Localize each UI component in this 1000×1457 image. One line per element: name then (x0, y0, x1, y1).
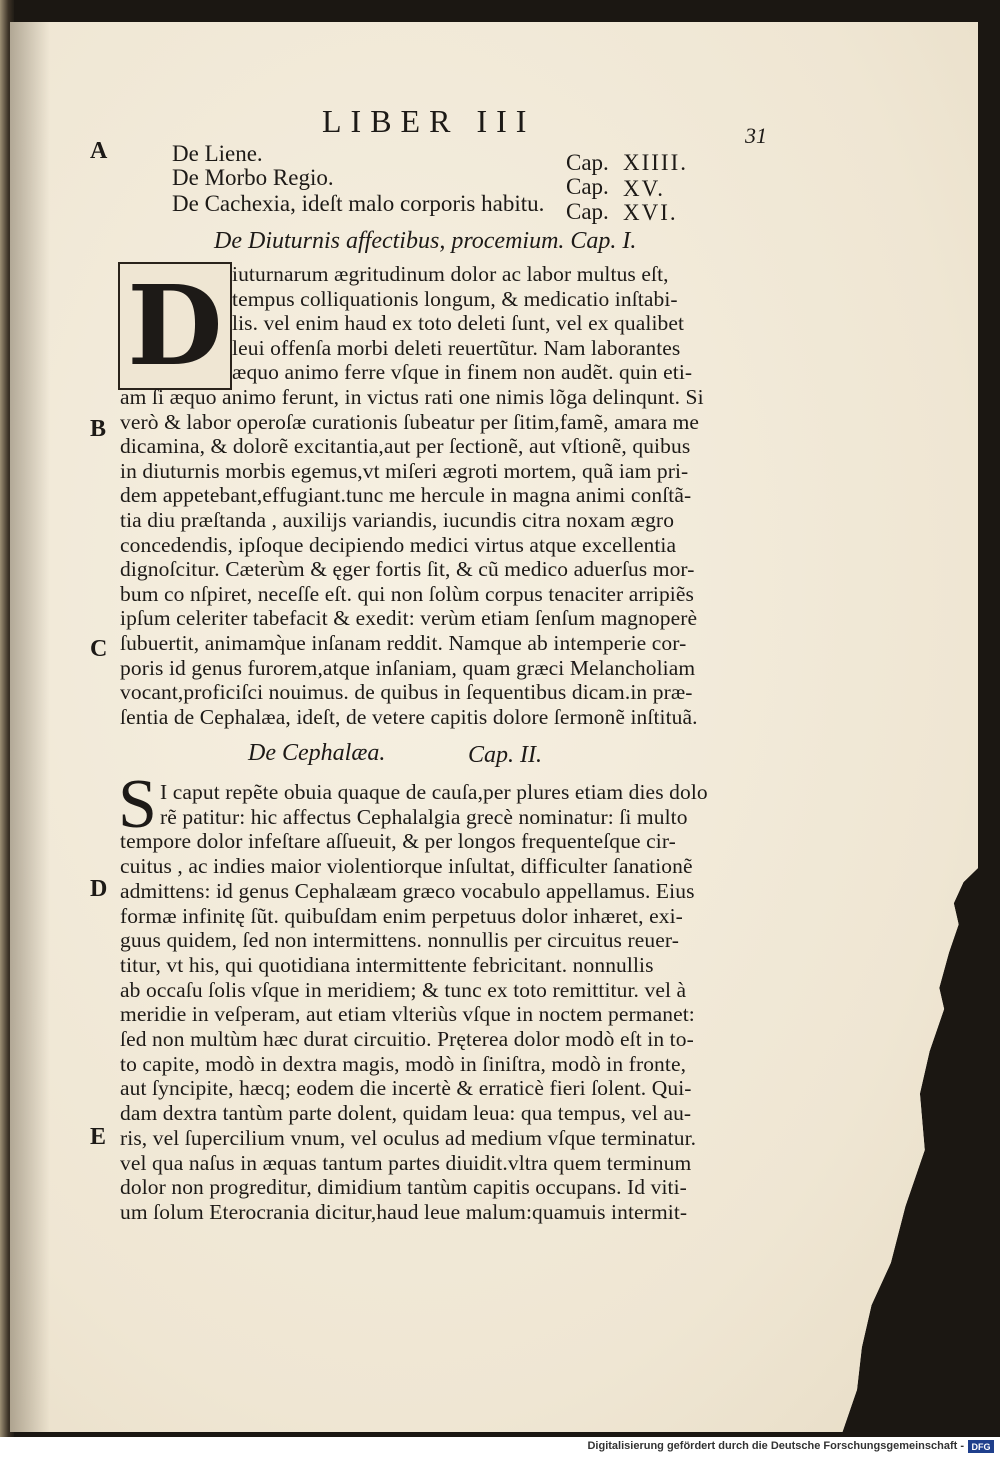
body-line: ſubuertit, animamq̀ue inſanam reddit. Namque ab intemperie cor- (120, 631, 687, 655)
margin-marker-c: C (90, 636, 108, 662)
body-line: tempore dolor infeſtare aſſueuit, & per longos frequenteſque cir- (120, 829, 676, 854)
body-line: admittens: id genus Cephalæam græco vocabulo appellamus. Eius (120, 878, 695, 903)
body-line: verò & labor operoſæ curationis ſubeatur per ſitim,famẽ, amara me (120, 409, 700, 434)
chapter-heading: De Cephalæa. (248, 740, 386, 766)
body-line: ipſum celeriter tabefacit & exedit: verùm etiam ſenſum magnoperè (120, 606, 698, 631)
body-line: guus quidem, ſed non intermittens. nonnullis per circuitus reuer- (120, 928, 679, 953)
body-line: bum co nſpiret, neceſſe eſt. qui non ſolùm corpus tenaciter arripiẽs (120, 581, 694, 606)
folio-number: 31 (745, 123, 767, 148)
margin-marker-b: B (90, 416, 107, 442)
body-line: to capite, modò in dextra magis, modò in ſiniſtra, modò in fronte, (120, 1051, 687, 1076)
toc-number: XV. (623, 176, 666, 201)
margin-marker-a: A (90, 138, 108, 164)
body-line: ris, vel ſupercilium vnum, vel oculus ad medium vſque terminatur. (120, 1125, 697, 1150)
chapter-cap: Cap. II. (468, 742, 542, 768)
body-line: rẽ patitur: hic affectus Cephalalgia grecè nominatur: ſi multo (160, 804, 688, 829)
body-line: I caput repẽte obuia quaque de cauſa,per plures etiam dies dolo (160, 780, 708, 804)
body-line: cuitus , ac indies maior violentiorque inſultat, difficulter ſanationẽ (120, 854, 693, 879)
gutter-shadow (10, 22, 50, 1432)
toc-cap: Cap. (566, 199, 609, 224)
initial-letter: D (127, 261, 223, 390)
body-line: dignoſcitur. Cæterùm & ęger fortis ſit, & cũ medico aduerſus mor- (120, 557, 695, 582)
body-line: aut ſyncipite, hæcq; eodem die incertè & erraticè fieri ſolent. Qui- (120, 1076, 692, 1101)
running-title: LIBER III (322, 103, 536, 139)
body-line: meridie in veſperam, aut etiam vlteriùs vſque in noctem permanet: (120, 1002, 695, 1027)
body-line: dicamina, & dolorẽ excitantia,aut per ſectionẽ, aut vſtionẽ, quibus (120, 434, 691, 459)
body-line: titur, vt his, qui quotidiana intermittente febricitant. nonnullis (120, 952, 654, 977)
footer-credit: Digitalisierung gefördert durch die Deutsche Forschungsgemeinschaft - (587, 1440, 964, 1452)
dfg-logo-icon: DFG (968, 1440, 994, 1453)
decorated-initial (118, 262, 232, 390)
body-line: leui offenſa morbi deleti reuertũtur. Nam laborantes (232, 335, 681, 360)
toc-number: XIIII. (623, 150, 688, 175)
toc-cap: Cap. (566, 150, 609, 175)
chapter-heading: De Diuturnis affectibus, procemium. Cap. I. (214, 228, 637, 254)
toc-title: De Cachexia, ideſt malo corporis habitu. (172, 191, 545, 216)
body-line: lis. vel enim haud ex toto deleti ſunt, vel ex qualibet (232, 311, 685, 336)
body-line: vocant,proficiſci nouimus. de quibus in ſequentibus dicam.in præ- (120, 680, 693, 705)
body-line: formæ infinitę ſũt. quibuſdam enim perpetuus dolor inhæret, exi- (120, 903, 683, 928)
toc-title: De Liene. (172, 141, 263, 166)
body-line: ſentia de Cephalæa, ideſt, de vetere capitis dolore ſermonẽ inſtituã. (120, 704, 698, 729)
body-line: ab occaſu ſolis vſque in meridiem; & tunc ex toto remittitur. vel à (120, 977, 687, 1002)
body-line: um ſolum Eterocrania dicitur,haud leue malum:quamuis intermit- (120, 1199, 688, 1224)
body-line: in diuturnis morbis egemus,vt miſeri ægroti mortem, quã iam pri- (120, 458, 689, 483)
margin-marker-d: D (90, 876, 108, 902)
body-line: iuturnarum ægritudinum dolor ac labor multus eſt, (232, 262, 669, 286)
body-line: concedendis, ipſoque decipiendo medici virtus atque excellentia (120, 532, 677, 557)
body-line: vel qua naſus in æquas tantum partes diuidit.vltra quem terminum (120, 1150, 692, 1175)
margin-marker-e: E (90, 1124, 107, 1150)
toc-number: XVI. (623, 200, 678, 225)
body-line: poris id genus furorem,atque inſaniam, quam græci Melancholiam (120, 655, 696, 680)
body-line: am ſi æquo animo ferunt, in victus rati one nimis lõga delinqunt. Si (120, 385, 704, 409)
toc-title: De Morbo Regio. (172, 165, 334, 190)
toc-cap: Cap. (566, 174, 609, 199)
initial-letter: S (118, 766, 157, 843)
body-line: tempus colliquationis longum, & medicatio inſtabi- (232, 286, 678, 311)
body-line: dam dextra tantùm parte dolent, quidam leua: qua tempus, vel au- (120, 1101, 692, 1126)
body-line: tia diu præſtanda , auxilijs variandis, iucundis citra noxam ægro (120, 508, 675, 532)
body-line: ſed non multùm hæc durat circuitio. Pręterea dolor modò eſt in to- (120, 1027, 694, 1051)
body-line: æquo animo ferre vſque in finem non audẽt. quin eti- (232, 360, 693, 385)
body-line: dem appetebant,effugiant.tunc me hercule in magna animi conſtã- (120, 483, 692, 508)
body-line: dolor non progreditur, dimidium tantùm capitis occupans. Id viti- (120, 1175, 687, 1200)
